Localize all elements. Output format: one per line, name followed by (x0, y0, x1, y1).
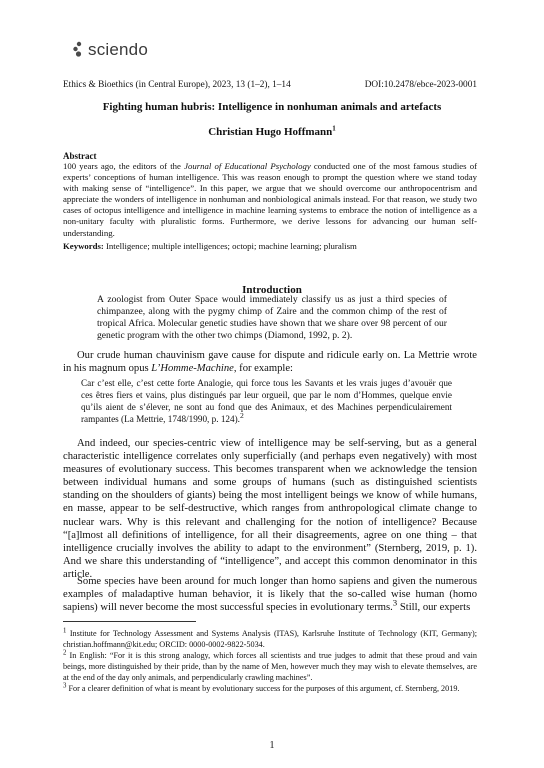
sciendo-mark-icon (72, 41, 84, 59)
footnote-2 (63, 651, 477, 684)
paragraph-2: And indeed, our species-centric view of intelligence may be self-serving, but as a general characteristic intelligence correlates only superficially (and perhaps even negatively) with most measures of evolutionary success. This becomes transparent when we acknowledge the tension between individual humans and some groups of humans (such as distinguished scientists standing on the shoulders of giants) being the most intelligent beings we know of while humans, en masse, appear to be self-destructive, which ranges from anthropological climate change to nuclear wars. Why is this relevant and challenging for the notion of intelligence? Because “[a]lmost all definitions of intelligence, for all their disagreements, agree on one thing – that intelligence crucially involves the ability to adapt to the environment” (Sternberg, 2019, p. 1). And we share this understanding of “intelligence”, and accept this common denominator in this article. (63, 438, 477, 580)
paragraph-3-post: Still, our experts (397, 602, 471, 614)
footnote-1 (63, 629, 477, 651)
keywords-label: Keywords: (63, 241, 104, 251)
sciendo-logo (72, 40, 148, 60)
paragraph-3 (63, 575, 477, 614)
section-heading-introduction: Introduction (242, 284, 302, 296)
footnotes (63, 629, 477, 694)
paragraph-1 (63, 349, 477, 375)
footnote-3-mark: 3 (63, 681, 67, 689)
block-quote-diamond: A zoologist from Outer Space would immediately classify us as just a third species of chimpanzee, along with the pygmy chimp of Zaire and the common chimp of the rest of tropical Africa. Molecular genetic studies have shown that we share over 98 percent of our genetic program with the other two chimps (Diamond, 1992, p. 2). (97, 294, 447, 342)
paragraph-1-book-title: L’Homme-Machine (151, 363, 234, 375)
block-quote-la-mettrie (81, 377, 452, 425)
paragraph-1-post: , for example: (233, 363, 293, 375)
abstract-journal-name: Journal of Educational Psychology (184, 161, 311, 171)
abstract-heading: Abstract (63, 151, 97, 161)
doi: DOI:10.2478/ebce-2023-0001 (364, 80, 477, 90)
abstract-body (63, 161, 477, 239)
author-footnote-mark: 1 (332, 124, 336, 133)
abstract-post: conducted one of the most famous studies of experts’ conceptions of human intelligence. This was reason enough to prompt the question where we stand today with making sense of “intelligence”. In this paper, we argue that we should overcome our anthropocentrism and appreciate the wonders of intelligence in nonhuman and nonbiological animals instead. For that reason, we study two cases of octopus intelligence and intelligence in machine learning systems to embrace the notion of intelligence as a non-unitary faculty with pluralistic forms. Furthermore, we derive lessons for advancing our human self-understanding. (63, 161, 477, 238)
running-header (63, 80, 477, 90)
quote-la-mettrie-footnote-mark: 2 (239, 411, 244, 421)
footnote-2-mark: 2 (63, 649, 67, 657)
keywords-text: Intelligence; multiple intelligences; octopi; machine learning; pluralism (103, 241, 357, 251)
footnote-separator (63, 621, 196, 622)
footnote-1-text: Institute for Technology Assessment and Systems Analysis (ITAS), Karlsruhe Institute of Technology (KIT, Germany); christian.hoffmann@kit.edu; ORCID: 0000-0002-9822-5034. (63, 629, 477, 649)
footnote-2-text: In English: “For it is this strong analogy, which forces all scientists and true judges to admit that these proud and vain beings, more distinguished by their pride, than by the name of Men, however much they may wish to elevate themselves, are at the end of the day only animals, and perpendicularly crawling machines”. (63, 650, 477, 682)
paragraph-3-footnote-mark: 3 (392, 597, 398, 608)
journal-citation: Ethics & Bioethics (in Central Europe), 2023, 13 (1–2), 1–14 (63, 80, 291, 90)
page-number: 1 (269, 740, 275, 751)
footnote-1-mark: 1 (63, 627, 67, 635)
quote-la-mettrie-text: Car c’est elle, c’est cette forte Analogie, qui force tous les Savants et les vrais juges d’avouër que ces êtres fiers et vains, plus distingués par leur orgueil, que par le nom d’Hommes, quelque envie qu’ils aient de s’élever, ne sont au fond que des Animaux, et des Machines perpendiculairement rampantes (La Mettrie, 1748/1990, p. 124). (81, 378, 452, 425)
abstract-pre: 100 years ago, the editors of the (63, 161, 185, 171)
paragraph-1-pre: Our crude human chauvinism gave cause for dispute and ridicule early on. La Mettrie wrote in his magnum opus (63, 350, 477, 375)
footnote-3 (63, 681, 477, 695)
keywords (63, 241, 477, 251)
author-name: Christian Hugo Hoffmann (208, 126, 333, 138)
author-line (0, 126, 544, 138)
logo-text: sciendo (88, 40, 148, 59)
paper-title: Fighting human hubris: Intelligence in nonhuman animals and artefacts (102, 101, 442, 113)
paragraph-3-pre: Some species have been around for much longer than homo sapiens and given the numerous examples of maladaptive human behavior, it is likely that the so-called wise human (homo sapiens) will never become the most successful species in evolutionary terms. (63, 576, 477, 614)
footnote-3-text: For a clearer definition of what is meant by evolutionary success for the purposes of this argument, cf. Sternberg, 2019. (66, 683, 460, 693)
